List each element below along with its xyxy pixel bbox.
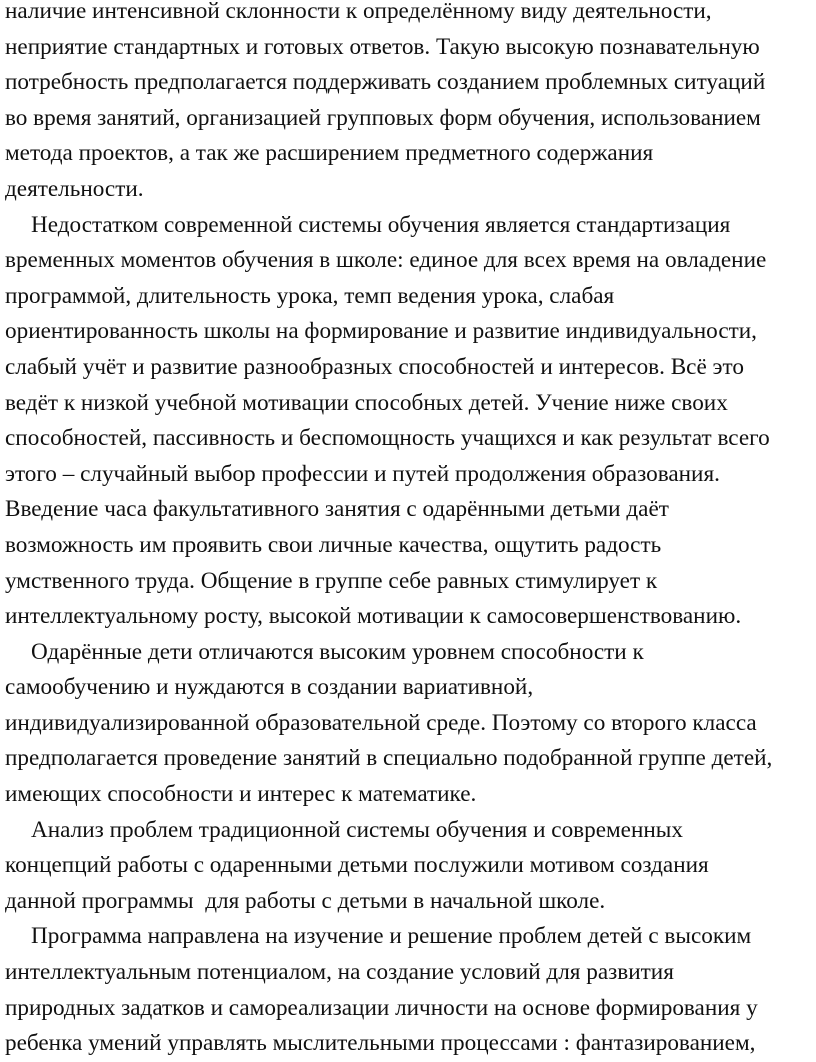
text-line: ребенка умений управлять мыслительными процессами : фантазированием, <box>5 1030 756 1057</box>
text-line: этого – случайный выбор профессии и путей продолжения образования. <box>5 460 720 487</box>
document-body <box>5 0 808 1062</box>
text-line: ориентированность школы на формирование и развитие индивидуальности, <box>5 318 757 345</box>
text-line: программой, длительность урока, темп ведения урока, слабая <box>5 282 615 309</box>
text-line: потребность предполагается поддерживать созданием проблемных ситуаций <box>5 69 766 96</box>
text-line: во время занятий, организацией групповых форм обучения, использованием <box>5 104 761 131</box>
text-line-indented: Одарённые дети отличаются высоким уровнем способности к <box>31 638 644 665</box>
text-line: концепций работы с одаренными детьми послужили мотивом создания <box>5 852 709 879</box>
text-line: Введение часа факультативного занятия с одарёнными детьми даёт <box>5 496 669 523</box>
paragraph-1 <box>5 0 808 208</box>
text-line: возможность им проявить свои личные качества, ощутить радость <box>5 531 662 558</box>
text-line: слабый учёт и развитие разнообразных способностей и интересов. Всё это <box>5 353 744 380</box>
text-line: способностей, пассивность и беспомощность учащихся и как результат всего <box>5 425 770 452</box>
text-line: имеющих способности и интерес к математике. <box>5 781 477 808</box>
text-line: интеллектуальным потенциалом, на создание условий для развития <box>5 959 674 986</box>
paragraph-4 <box>5 813 808 920</box>
text-line: предполагается проведение занятий в специально подобранной группе детей, <box>5 745 773 772</box>
paragraph-2 <box>5 208 808 635</box>
text-line-indented: Недостатком современной системы обучения является стандартизация <box>31 211 731 238</box>
text-line: природных задатков и самореализации личности на основе формирования у <box>5 994 758 1021</box>
text-line: данной программы для работы с детьми в начальной школе. <box>5 887 606 914</box>
paragraph-5 <box>5 919 808 1061</box>
text-line: умственного труда. Общение в группе себе равных стимулирует к <box>5 567 658 594</box>
text-line: ведёт к низкой учебной мотивации способных детей. Учение ниже своих <box>5 389 728 416</box>
text-line: самообучению и нуждаются в создании вариативной, <box>5 674 534 701</box>
text-line: интеллектуальному росту, высокой мотивации к самосовершенствованию. <box>5 603 742 630</box>
text-line: индивидуализированной образовательной среде. Поэтому со второго класса <box>5 709 757 736</box>
text-line: наличие интенсивной склонности к определённому виду деятельности, <box>5 0 712 24</box>
text-line: деятельности. <box>5 175 144 202</box>
text-line: неприятие стандартных и готовых ответов. Такую высокую познавательную <box>5 33 760 60</box>
text-line-indented: Программа направлена на изучение и решение проблем детей с высоким <box>31 923 752 950</box>
text-line-indented: Анализ проблем традиционной системы обучения и современных <box>31 816 683 843</box>
paragraph-3 <box>5 635 808 813</box>
text-line: временных моментов обучения в школе: единое для всех время на овладение <box>5 247 767 274</box>
text-line: метода проектов, а так же расширением предметного содержания <box>5 140 654 167</box>
